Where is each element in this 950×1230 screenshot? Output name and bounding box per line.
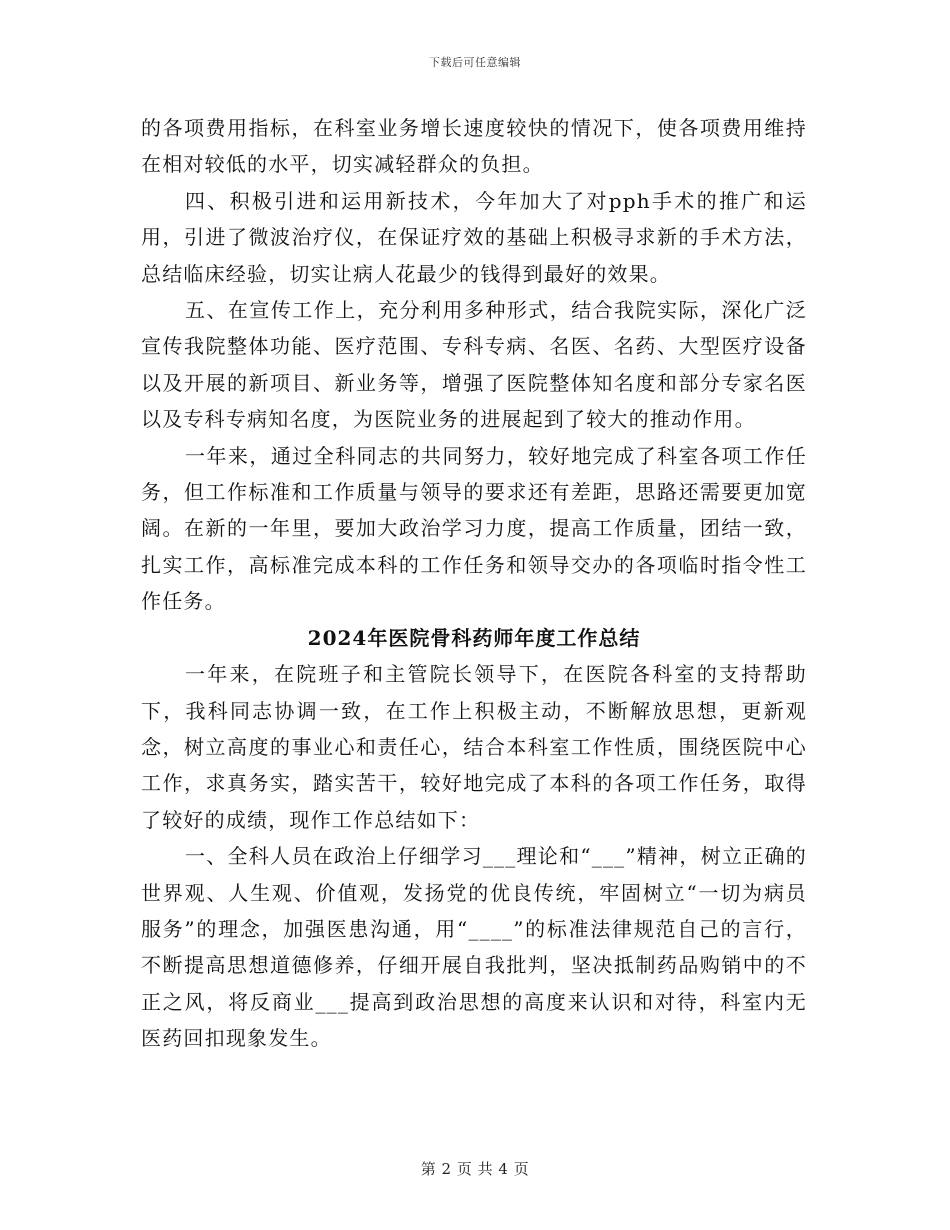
section-title: 2024年医院骨科药师年度工作总结: [307, 625, 641, 650]
paragraph-fee-control: 的各项费用指标，在科室业务增长速度较快的情况下，使各项费用维持在相对较低的水平，切实减轻群众的负担。: [141, 116, 807, 177]
page-header: 下载后可任意编辑: [429, 56, 521, 69]
paragraph-new-technology: 四、积极引进和运用新技术，今年加大了对pph手术的推广和运用，引进了微波治疗仪，在保证疗效的基础上积极寻求新的手术方法，总结临床经验，切实让病人花最少的钱得到最好的效果。: [141, 188, 807, 286]
paragraph-political-study: 一、全科人员在政治上仔细学习___理论和“___”精神，树立正确的世界观、人生观、价值观，发扬党的优良传统，牢固树立“一切为病员服务”的理念，加强医患沟通，用“____”的标准法律规范自己的言行，不断提高思想道德修养，仔细开展自我批判，坚决抵制药品购销中的不正之风，将反商业___提高到政治思想的高度来认识和对待，科室内无医药回扣现象发生。: [141, 844, 807, 1051]
paragraph-publicity: 五、在宣传工作上，充分利用多种形式，结合我院实际，深化广泛宣传我院整体功能、医疗范围、专科专病、名医、名药、大型医疗设备以及开展的新项目、新业务等，增强了医院整体知名度和部分专家名医以及专科专病知名度，为医院业务的进展起到了较大的推动作用。: [141, 298, 807, 432]
page-footer: 第 2 页 共 4 页: [420, 1160, 530, 1178]
paragraph-year-summary: 一年来，通过全科同志的共同努力，较好地完成了科室各项工作任务，但工作标准和工作质量与领导的要求还有差距，思路还需要更加宽阔。在新的一年里，要加大政治学习力度，提高工作质量，团结一致，扎实工作，高标准完成本科的工作任务和领导交办的各项临时指令性工作任务。: [141, 443, 807, 614]
paragraph-intro: 一年来，在院班子和主管院长领导下，在医院各科室的支持帮助下，我科同志协调一致，在工作上积极主动，不断解放思想，更新观念，树立高度的事业心和责任心，结合本科室工作性质，围绕医院中心工作，求真务实，踏实苦干，较好地完成了本科的各项工作任务，取得了较好的成绩，现作工作总结如下：: [141, 662, 807, 832]
document-body: [141, 110, 807, 1057]
